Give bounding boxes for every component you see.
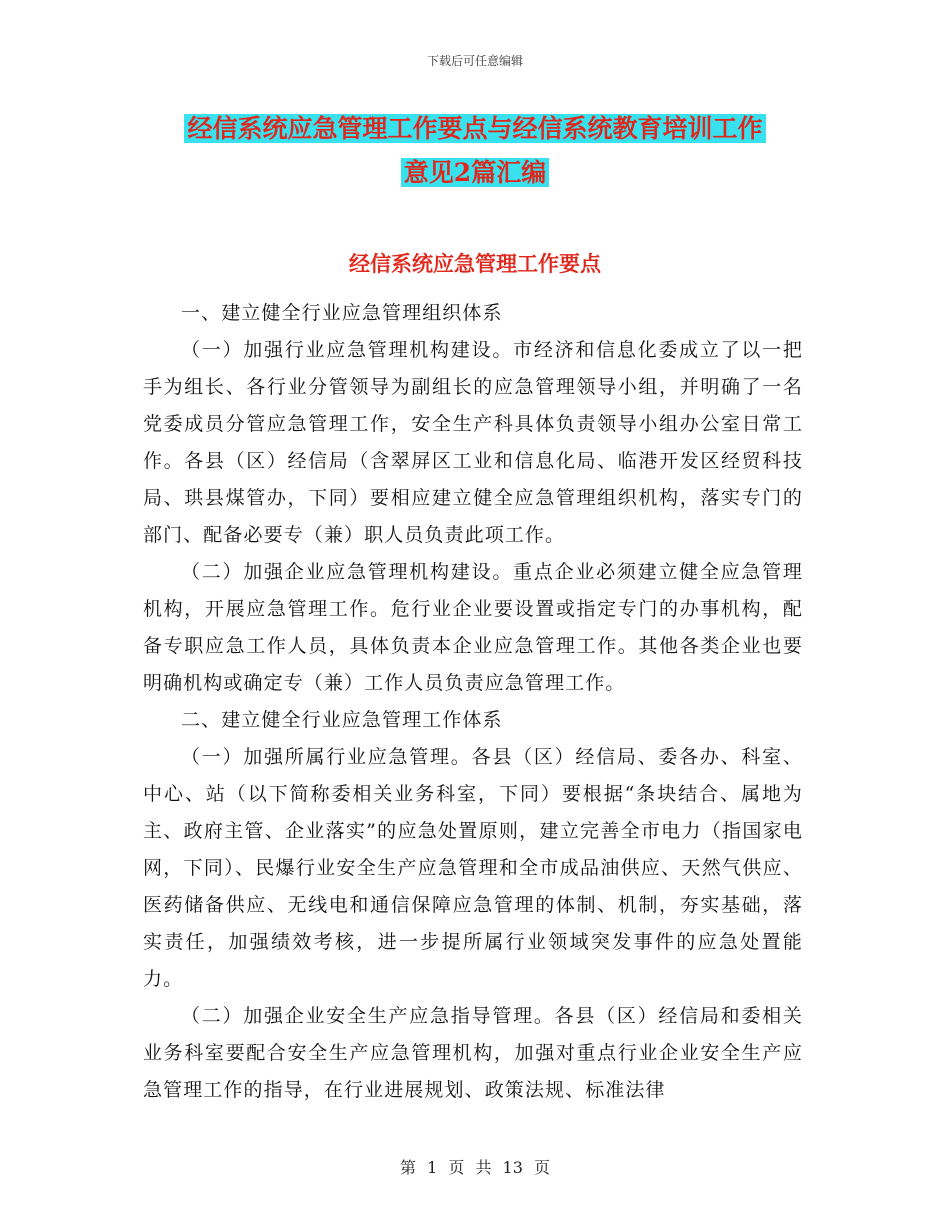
body-text xyxy=(143,295,803,1109)
paragraph-4: 二、建立健全行业应急管理工作体系 xyxy=(181,709,503,731)
page-footer: 第 1 页 共 13 页 xyxy=(400,1158,550,1177)
document-title-line-1 xyxy=(0,112,950,146)
title-highlight-1: 经信系统应急管理工作要点与经信系统教育培训工作 xyxy=(184,114,765,143)
title-highlight-2: 意见2篇汇编 xyxy=(401,158,549,187)
paragraph-3: （二）加强企业应急管理机构建设。重点企业必须建立健全应急管理机构，开展应急管理工作。危行业企业要设置或指定专门的办事机构，配备专职应急工作人员，具体负责本企业应急管理工作。其他各类企业也要明确机构或确定专（兼）工作人员负责应急管理工作。 xyxy=(143,561,803,694)
paragraph-5: （一）加强所属行业应急管理。各县（区）经信局、委各办、科室、中心、站（以下简称委相关业务科室，下同）要根据“条块结合、属地为主、政府主管、企业落实”的应急处置原则，建立完善全市电力（指国家电网，下同）、民爆行业安全生产应急管理和全市成品油供应、天然气供应、医药储备供应、无线电和通信保障应急管理的体制、机制，夯实基础，落实责任，加强绩效考核，进一步提所属行业领域突发事件的应急处置能力。 xyxy=(143,746,803,990)
section-title: 经信系统应急管理工作要点 xyxy=(349,251,601,276)
header-note: 下载后可任意编辑 xyxy=(426,54,523,68)
paragraph-6: （二）加强企业安全生产应急指导管理。各县（区）经信局和委相关业务科室要配合安全生产应急管理机构，加强对重点行业企业安全生产应急管理工作的指导，在行业进展规划、政策法规、标准法律 xyxy=(143,1005,803,1101)
document-title-line-2 xyxy=(0,156,950,190)
paragraph-1: 一、建立健全行业应急管理组织体系 xyxy=(181,302,503,324)
paragraph-2: （一）加强行业应急管理机构建设。市经济和信息化委成立了以一把手为组长、各行业分管领导为副组长的应急管理领导小组，并明确了一名党委成员分管应急管理工作，安全生产科具体负责领导小组办公室日常工作。各县（区）经信局（含翠屏区工业和信息化局、临港开发区经贸科技局、珙县煤管办，下同）要相应建立健全应急管理组织机构，落实专门的部门、配备必要专（兼）职人员负责此项工作。 xyxy=(143,339,803,546)
